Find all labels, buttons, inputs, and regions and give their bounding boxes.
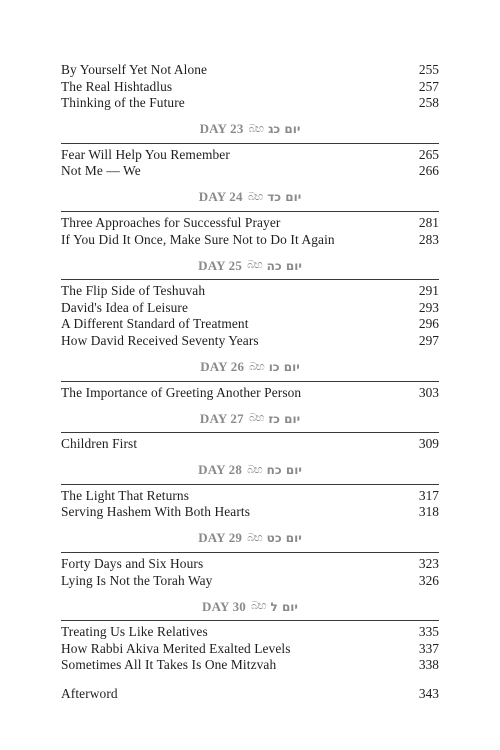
toc-entry[interactable]: [61, 163, 439, 180]
entry-page: 281: [418, 214, 439, 230]
hebrew-day-label: יום כז: [268, 411, 301, 426]
entry-page: 296: [418, 316, 439, 332]
toc-entry[interactable]: [61, 488, 439, 505]
toc-entry[interactable]: [61, 385, 439, 402]
day-section-28: [61, 457, 439, 521]
ornament-icon: බභ: [247, 190, 263, 203]
divider: [61, 211, 439, 212]
ornament-icon: බභ: [249, 360, 264, 373]
entry-page: 283: [418, 231, 439, 247]
divider: [61, 432, 439, 433]
divider: [61, 381, 439, 382]
toc-entry[interactable]: [61, 316, 439, 333]
entry-page: 335: [418, 624, 439, 640]
hebrew-day-label: יום כה: [266, 258, 302, 273]
day-section-30: [61, 593, 439, 674]
toc-entry[interactable]: [61, 147, 439, 164]
hebrew-day-label: יום כו: [268, 360, 300, 375]
toc-entry[interactable]: [61, 62, 439, 79]
day-section-24: [61, 184, 439, 248]
entry-page: 343: [418, 685, 439, 701]
day-heading: [61, 593, 439, 620]
entry-title: Children First: [61, 436, 138, 452]
divider: [61, 552, 439, 553]
day-label: DAY 26: [200, 359, 245, 375]
day-heading: [61, 252, 439, 279]
day-label: DAY 23: [199, 121, 244, 137]
entry-title: Three Approaches for Successful Prayer: [61, 214, 281, 230]
toc-entry[interactable]: [61, 232, 439, 249]
ornament-icon: බභ: [248, 122, 264, 135]
entry-page: 318: [418, 504, 439, 520]
toc-entry[interactable]: [61, 436, 439, 453]
entry-page: 265: [418, 146, 439, 162]
day-section-26: [61, 354, 439, 402]
entry-title: The Importance of Greeting Another Person: [61, 384, 302, 400]
hebrew-day-label: יום ל: [270, 599, 298, 614]
entry-title: A Different Standard of Treatment: [61, 316, 249, 332]
day-label: DAY 30: [202, 598, 246, 614]
entry-page: 293: [418, 299, 439, 315]
entry-title: Not Me — We: [61, 163, 141, 179]
day-label: DAY 28: [198, 462, 243, 478]
entry-page: 258: [418, 95, 439, 111]
spacer: [61, 674, 439, 686]
entry-page: 326: [418, 572, 439, 588]
entry-title: The Flip Side of Teshuvah: [61, 283, 206, 299]
day-label: DAY 29: [198, 530, 243, 546]
toc-entry[interactable]: [61, 215, 439, 232]
day-section-27: [61, 405, 439, 453]
entry-page: 266: [418, 163, 439, 179]
day-heading: [61, 525, 439, 552]
toc-entry-afterword[interactable]: [61, 686, 439, 703]
entry-page: 323: [418, 555, 439, 571]
toc-entry[interactable]: [61, 504, 439, 521]
hebrew-day-label: יום כט: [266, 531, 302, 546]
ornament-icon: බභ: [250, 600, 266, 613]
entry-title: Forty Days and Six Hours: [61, 555, 204, 571]
toc-entry[interactable]: [61, 333, 439, 350]
toc-entry[interactable]: [61, 573, 439, 590]
entry-title: By Yourself Yet Not Alone: [61, 62, 208, 77]
toc-entry[interactable]: [61, 300, 439, 317]
entry-title: David's Idea of Leisure: [61, 299, 189, 315]
table-of-contents: [61, 62, 439, 702]
divider: [61, 279, 439, 280]
day-heading: [61, 405, 439, 432]
ornament-icon: බභ: [247, 463, 262, 476]
entry-page: 338: [418, 657, 439, 673]
day-label: DAY 25: [198, 257, 243, 273]
ornament-icon: බභ: [247, 259, 262, 272]
hebrew-day-label: יום כח: [266, 463, 302, 478]
entry-title: Afterword: [61, 685, 118, 701]
toc-entry[interactable]: [61, 95, 439, 112]
hebrew-day-label: יום כד: [267, 190, 302, 205]
day-heading: [61, 116, 439, 143]
divider: [61, 620, 439, 621]
toc-entry[interactable]: [61, 556, 439, 573]
entry-title: Treating Us Like Relatives: [61, 624, 208, 640]
entry-page: 309: [418, 436, 439, 452]
hebrew-day-label: יום כג: [268, 122, 301, 137]
entry-title: Thinking of the Future: [61, 95, 185, 111]
entry-title: Serving Hashem With Both Hearts: [61, 504, 251, 520]
toc-entry[interactable]: [61, 624, 439, 641]
day-label: DAY 27: [199, 410, 244, 426]
entry-page: 257: [418, 78, 439, 94]
entry-page: 317: [418, 487, 439, 503]
entry-title: Sometimes All It Takes Is One Mitzvah: [61, 657, 277, 673]
entry-title: How Rabbi Akiva Merited Exalted Levels: [61, 640, 291, 656]
divider: [61, 143, 439, 144]
entry-page: 291: [418, 283, 439, 299]
day-heading: [61, 457, 439, 484]
day-label: DAY 24: [198, 189, 243, 205]
ornament-icon: බභ: [247, 531, 262, 544]
toc-entry[interactable]: [61, 79, 439, 96]
entry-page: 255: [418, 62, 439, 77]
entry-page: 297: [418, 332, 439, 348]
day-heading: [61, 184, 439, 211]
day-section-23: [61, 116, 439, 180]
entry-title: The Light That Returns: [61, 487, 190, 503]
entry-title: If You Did It Once, Make Sure Not to Do It Again: [61, 231, 335, 247]
toc-entry[interactable]: [61, 283, 439, 300]
ornament-icon: බභ: [248, 412, 264, 425]
entry-title: How David Received Seventy Years: [61, 332, 259, 348]
divider: [61, 484, 439, 485]
entry-title: Lying Is Not the Torah Way: [61, 572, 213, 588]
day-section-29: [61, 525, 439, 589]
entry-page: 337: [418, 640, 439, 656]
day-heading: [61, 354, 439, 381]
entry-page: 303: [418, 384, 439, 400]
entry-title: The Real Hishtadlus: [61, 78, 173, 94]
toc-entry[interactable]: [61, 641, 439, 658]
toc-entry[interactable]: [61, 657, 439, 674]
top-entries: [61, 62, 439, 112]
day-section-25: [61, 252, 439, 349]
entry-title: Fear Will Help You Remember: [61, 146, 230, 162]
